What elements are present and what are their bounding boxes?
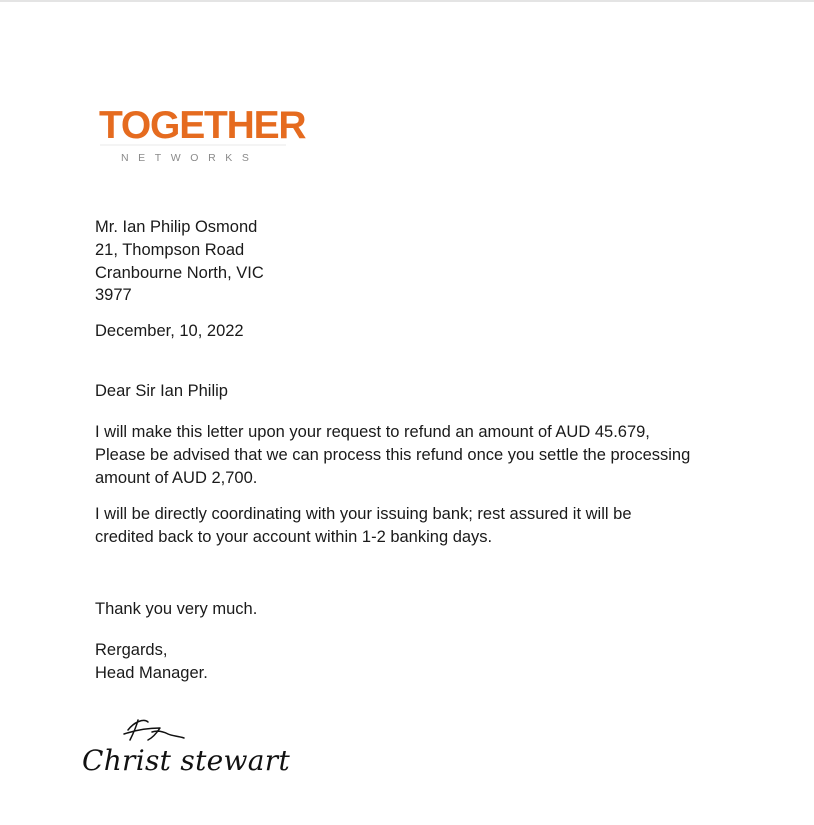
- paragraph-line: I will make this letter upon your request to refund an amount of AUD 45.679,: [95, 423, 650, 441]
- svg-text:Christ stewart: Christ stewart: [82, 744, 291, 777]
- paragraph-line: Please be advised that we can process this refund once you settle the processing: [95, 445, 691, 464]
- recipient-street: 21, Thompson Road: [95, 240, 245, 259]
- recipient-postcode: 3977: [95, 286, 132, 305]
- sender-title: Head Manager.: [95, 663, 208, 682]
- body-paragraph-1: [95, 421, 690, 489]
- paragraph-line: credited back to your account within 1-2 banking days.: [95, 527, 493, 546]
- body-paragraph-2: [95, 503, 632, 549]
- regards-line: Rergards,: [95, 641, 168, 659]
- letter-date: December, 10, 2022: [95, 322, 244, 340]
- salutation: Dear Sir Ian Philip: [95, 382, 228, 400]
- paragraph-line: I will be directly coordinating with your issuing bank; rest assured it will be: [95, 505, 632, 523]
- together-networks-logo: [98, 100, 306, 166]
- page-top-border: [0, 0, 814, 2]
- svg-text:NETWORKS: NETWORKS: [121, 152, 259, 164]
- closing-block: [95, 639, 208, 685]
- recipient-name: Mr. Ian Philip Osmond: [95, 218, 258, 236]
- handwritten-signature: [78, 714, 291, 784]
- thank-you-line: Thank you very much.: [95, 600, 258, 618]
- svg-text:TOGETHER: TOGETHER: [99, 104, 306, 147]
- paragraph-line: amount of AUD 2,700.: [95, 468, 258, 487]
- recipient-city-state: Cranbourne North, VIC: [95, 263, 264, 282]
- recipient-address: [95, 216, 264, 307]
